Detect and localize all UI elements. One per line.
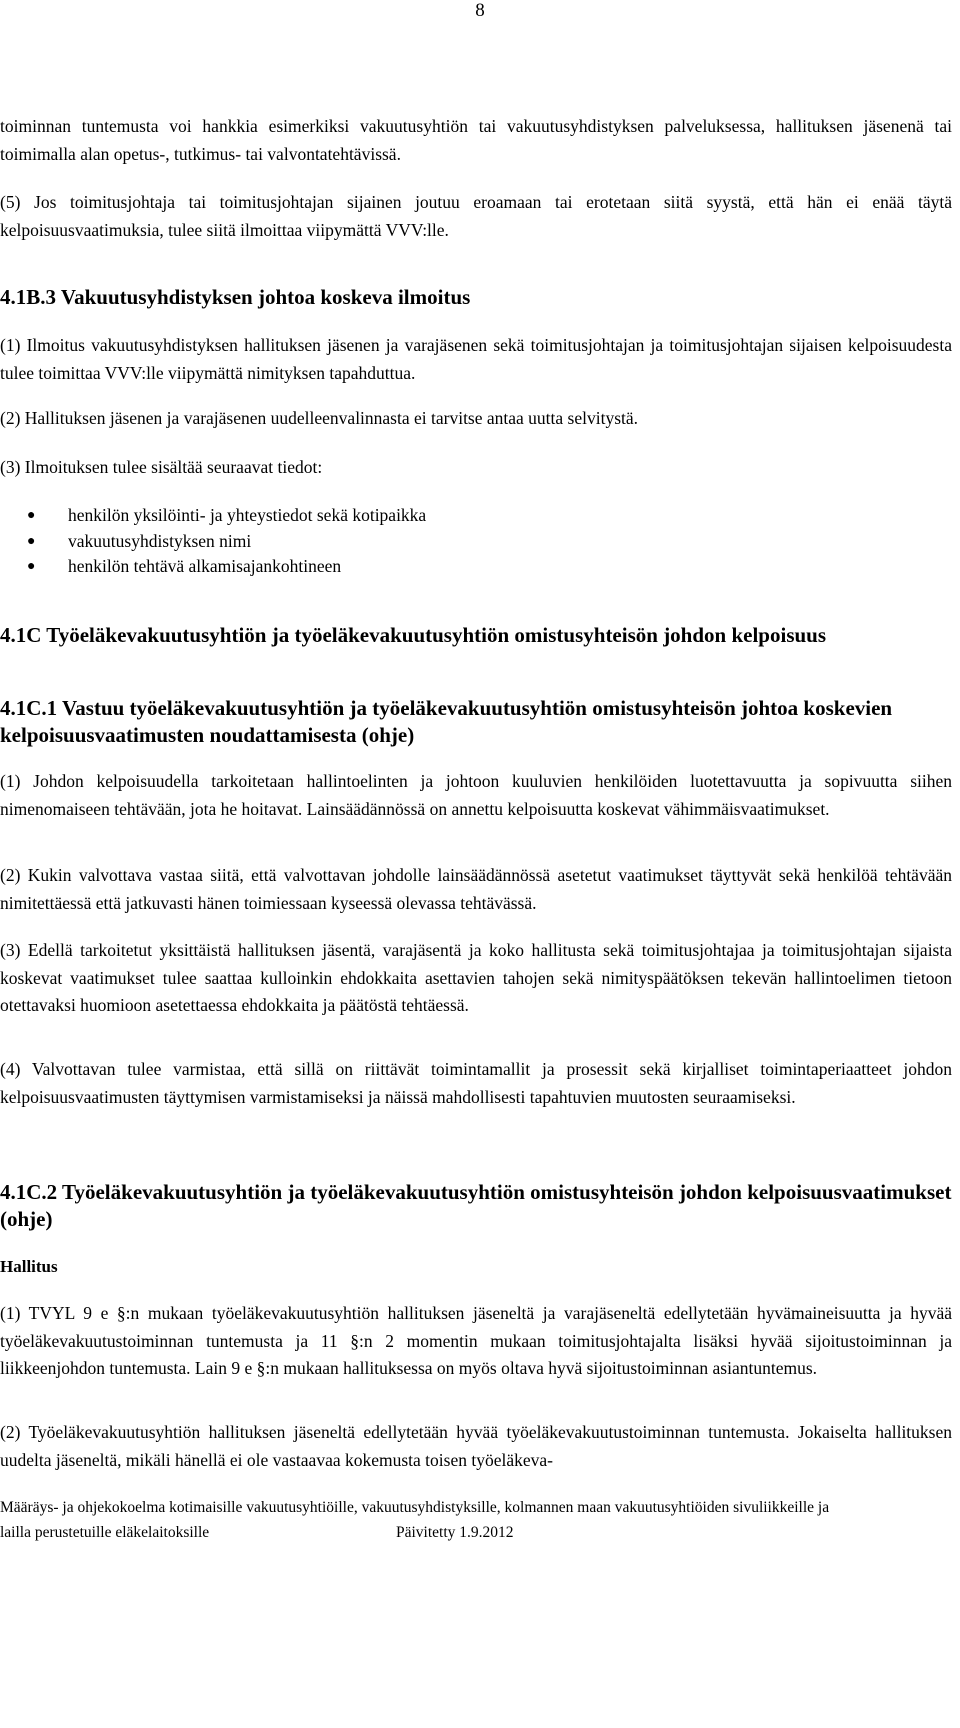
bullet-list: [0, 503, 940, 580]
page-footer: [0, 1495, 952, 1545]
bullet-icon: ●: [27, 508, 36, 523]
paragraph-ilmoitus-2: (2) Hallituksen jäsenen ja varajäsenen uudelleenvalinnasta ei tarvitse antaa uutta selvitystä.: [0, 408, 639, 428]
paragraph-continuation: toiminnan tuntemusta voi hankkia esimerkiksi vakuutusyhtiön tai vakuutusyhdistyksen palveluksessa, hallituksen jäsenenä tai toimimalla alan opetus-, tutkimus- tai valvontatehtävissä.: [0, 116, 952, 164]
list-item: ● vakuutusyhdistyksen nimi: [0, 529, 940, 555]
bullet-icon: ●: [27, 559, 36, 574]
paragraph-hallitus-2: (2) Työeläkevakuutusyhtiön hallituksen jäseneltä edellytetään hyvää työeläkevakuutustoiminnan tuntemusta. Jokaiselta hallituksen uudelta jäseneltä, mikäli hänellä ei ole vastaavaa kokemusta toisen työeläkeva-: [0, 1422, 952, 1470]
paragraph-vastuu-1: (1) Johdon kelpoisuudella tarkoitetaan hallintoelinten ja johtoon kuuluvien henkilöiden luotettavuutta ja sopivuutta siihen nimenomaiseen tehtävään, jota he hoitavat. Lainsäädännössä on annettu kelpoisuutta koskevat vähimmäisvaatimukset.: [0, 771, 952, 819]
footer-line-2-row: [0, 1520, 952, 1545]
list-item: ● henkilön yksilöinti- ja yhteystiedot sekä kotipaikka: [0, 503, 940, 529]
list-item: ● henkilön tehtävä alkamisajankohtineen: [0, 554, 940, 580]
paragraph-vastuu-2: (2) Kukin valvottava vastaa siitä, että valvottavan johdolle lainsäädännössä asetetut vaatimukset täyttyvät sekä henkilöä tehtävään nimitettäessä että jatkuvasti hänen toimiessaan kyseessä olevassa tehtävässä.: [0, 865, 952, 913]
section-heading-4-1c: 4.1C Työeläkevakuutusyhtiön ja työeläkevakuutusyhtiön omistusyhteisön johdon kelpoisuus: [0, 623, 827, 647]
paragraph-ilmoitus-3: (3) Ilmoituksen tulee sisältää seuraavat tiedot:: [0, 457, 323, 477]
paragraph-5: (5) Jos toimitusjohtaja tai toimitusjohtajan sijainen joutuu eroamaan tai erotetaan siitä syystä, että hän ei enää täytä kelpoisuusvaatimuksia, tulee siitä ilmoittaa viipymättä VVV:lle.: [0, 192, 952, 240]
paragraph-ilmoitus-1: (1) Ilmoitus vakuutusyhdistyksen hallituksen jäsenen ja varajäsenen sekä toimitusjohtajan ja toimitusjohtajan sijaisen kelpoisuudesta tulee toimittaa VVV:lle viipymättä nimityksen tapahduttua.: [0, 335, 952, 383]
section-heading-4-1c-1: 4.1C.1 Vastuu työeläkevakuutusyhtiön ja työeläkevakuutusyhtiön omistusyhteisön johtoa koskevien kelpoisuusvaatimusten noudattamisesta (ohje): [0, 696, 893, 747]
footer-line-2: lailla perustetuille eläkelaitoksille: [0, 1524, 210, 1541]
section-heading-4-1b-3: 4.1B.3 Vakuutusyhdistyksen johtoa koskeva ilmoitus: [0, 285, 471, 309]
subheading-hallitus: Hallitus: [0, 1257, 58, 1276]
section-heading-4-1c-2: 4.1C.2 Työeläkevakuutusyhtiön ja työeläkevakuutusyhtiön omistusyhteisön johdon kelpoisuusvaatimukset (ohje): [0, 1180, 952, 1231]
footer-line-1: Määräys- ja ohjekokoelma kotimaisille vakuutusyhtiöille, vakuutusyhdistyksille, kolmannen maan vakuutusyhtiöiden sivuliikkeille ja: [0, 1499, 830, 1516]
bullet-icon: ●: [27, 533, 36, 549]
paragraph-hallitus-1: (1) TVYL 9 e §:n mukaan työeläkevakuutusyhtiön hallituksen jäseneltä ja varajäseneltä edellytetään hyvämaineisuutta ja hyvää työeläkevakuutustoiminnan tuntemusta ja 11 §:n 2 momentin mukaan toimitusjohtajalta lisäksi hyvää sijoitustoiminnan ja liikkeenjohdon tuntemusta. Lain 9 e §:n mukaan hallituksessa on myös oltava hyvä sijoitustoiminnan asiantuntemus.: [0, 1303, 952, 1378]
footer-date: Päivitetty 1.9.2012: [396, 1524, 514, 1541]
paragraph-vastuu-3: (3) Edellä tarkoitetut yksittäistä hallituksen jäsentä, varajäsentä ja koko hallitusta sekä toimitusjohtajaa ja toimitusjohtajan sijaista koskevat vaatimukset tulee saattaa kulloinkin ehdokkaita asettavien tahojen sekä nimityspäätöksen tekevän hallintoelimen tietoon otettavaksi huomioon asetettaessa ehdokkaita ja päätöstä tehtäessä.: [0, 940, 952, 1015]
paragraph-vastuu-4: (4) Valvottavan tulee varmistaa, että sillä on riittävät toimintamallit ja prosessit sekä kirjalliset toimintaperiaatteet johdon kelpoisuusvaatimusten täyttymisen varmistamiseksi ja näissä mahdollisesti tapahtuvien muutosten seuraamiseksi.: [0, 1059, 952, 1107]
page-number: 8: [475, 0, 485, 21]
